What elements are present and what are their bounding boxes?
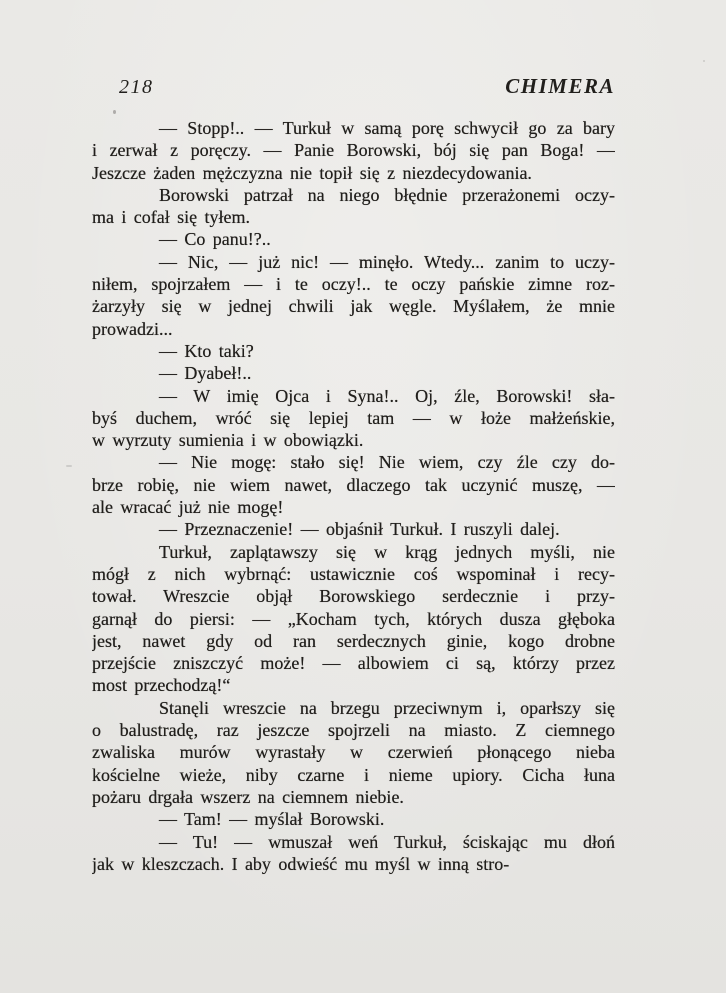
text-block (92, 117, 615, 875)
text-line: o balustradę, raz jeszcze spojrzeli na miasto. Z ciemnego (92, 720, 615, 741)
text-line: w wyrzuty sumienia i w obowiązki. (92, 430, 364, 451)
text-line: Borowski patrzał na niego błędnie przerażonemi oczy- (159, 184, 615, 205)
text-line: Stanęli wreszcie na brzegu przeciwnym i, oparłszy się (159, 697, 615, 718)
text-line: Turkuł, zaplątawszy się w krąg jednych myśli, nie (159, 541, 615, 562)
page-number: 218 (119, 76, 154, 98)
text-line: pożaru drgała wszerz na ciemnem niebie. (92, 786, 404, 807)
text-line: — Co panu!?.. (159, 229, 271, 250)
text-line: garnął do piersi: — „Kocham tych, których dusza głęboka (92, 608, 615, 629)
text-line: ma i cofał się tyłem. (92, 207, 250, 228)
text-line: — Stopp!.. — Turkuł w samą porę schwycił go za bary (159, 118, 615, 138)
running-title: CHIMERA (505, 74, 615, 98)
scan-speck (113, 110, 116, 114)
text-line: niłem, spojrzałem — i te oczy!.. te oczy pańskie zimne roz- (92, 274, 615, 295)
text-line: kościelne wieże, niby czarne i nieme upiory. Cicha łuna (92, 764, 615, 785)
scan-speck (66, 465, 72, 467)
text-line: mógł z nich wybrnąć: ustawicznie coś wspominał i recy- (92, 563, 615, 584)
text-line: — Tu! — wmuszał weń Turkuł, ściskając mu dłoń (159, 831, 615, 852)
text-line: prowadzi... (92, 318, 173, 339)
text-line: zwaliska murów wyrastały w czerwień płonącego nieba (92, 742, 615, 763)
text-line: — Nic, — już nic! — minęło. Wtedy... zanim to uczy- (159, 251, 615, 272)
text-line: — Kto taki? (159, 340, 254, 361)
text-line: żarzyły się w jednej chwili jak węgle. Myślałem, że mnie (92, 296, 615, 317)
text-line: ale wracać już nie mogę! (92, 497, 284, 518)
text-line: brze robię, nie wiem nawet, dlaczego tak uczynić muszę, — (92, 474, 615, 495)
text-line: — Dyabeł!.. (159, 363, 252, 384)
text-line: most przechodzą!“ (92, 675, 231, 696)
text-line: — Przeznaczenie! — objaśnił Turkuł. I ruszyli dalej. (159, 519, 560, 540)
text-line: tował. Wreszcie objął Borowskiego serdecznie i przy- (92, 586, 615, 607)
text-line: przejście zniszczyć może! — albowiem ci są, którzy przez (92, 653, 615, 674)
text-line: — Tam! — myślał Borowski. (159, 809, 385, 830)
text-line: i zerwał z poręczy. — Panie Borowski, bój się pan Boga! — (92, 140, 615, 161)
running-head (92, 74, 615, 99)
text-line: jest, nawet gdy od ran serdecznych ginie, kogo drobne (92, 630, 615, 651)
text-line: — Nie mogę: stało się! Nie wiem, czy źle czy do- (159, 452, 615, 473)
text-line: byś duchem, wróć się lepiej tam — w łoże małżeńskie, (92, 407, 615, 428)
text-line: jak w kleszczach. I aby odwieść mu myśl w inną stro- (92, 853, 510, 874)
scan-speck (703, 60, 705, 62)
text-line: Jeszcze żaden mężczyzna nie topił się z niezdecydowania. (92, 162, 532, 183)
text-line: — W imię Ojca i Syna!.. Oj, źle, Borowski! sła- (159, 385, 615, 406)
